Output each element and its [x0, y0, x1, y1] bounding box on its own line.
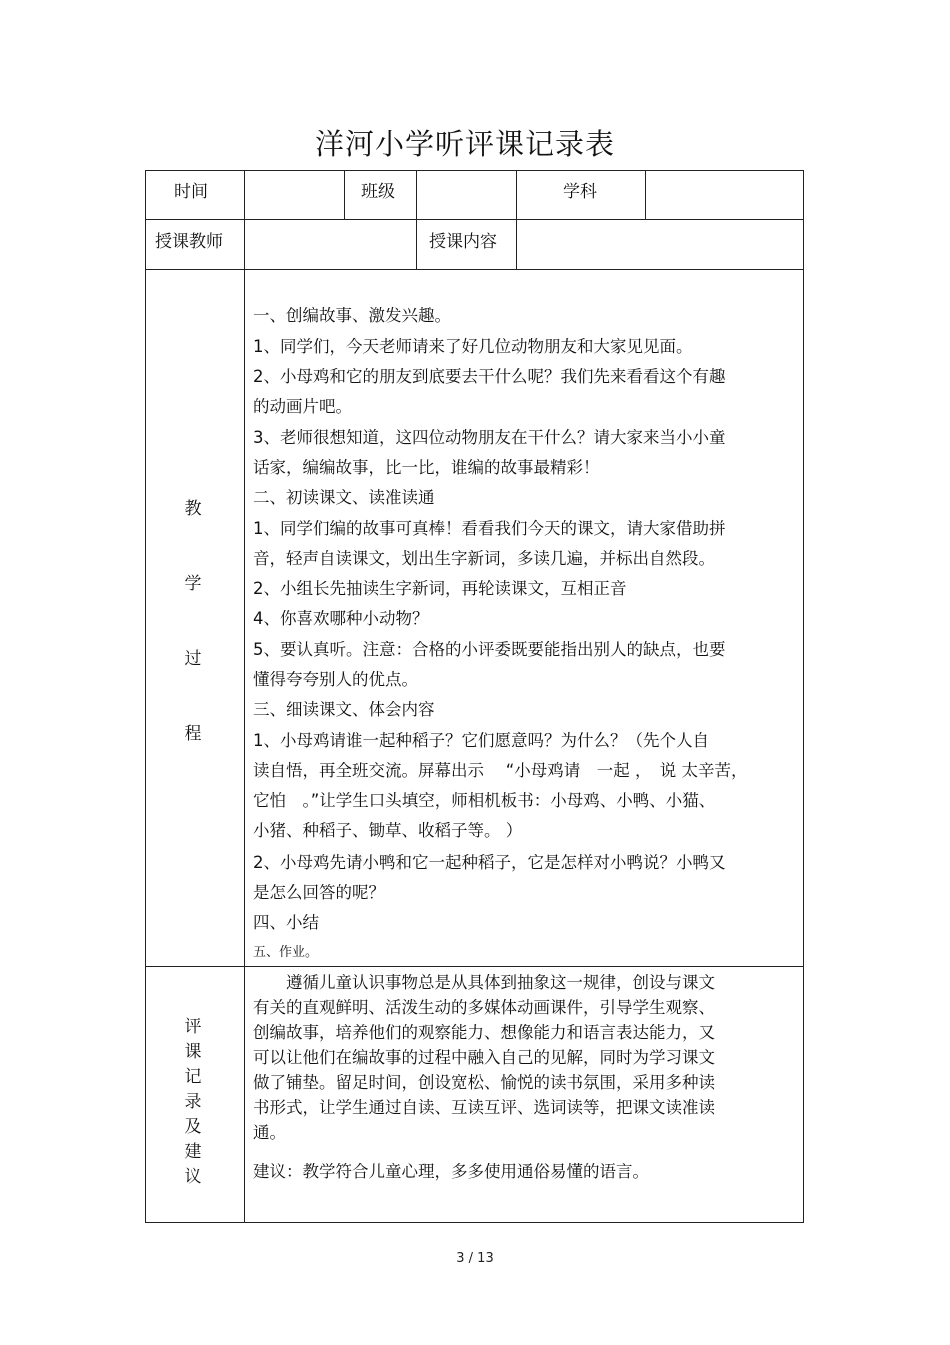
review-label-char: 及 — [184, 1117, 202, 1137]
col-divider — [516, 170, 517, 269]
review-notes — [253, 970, 793, 1184]
process-label-char: 学 — [184, 574, 202, 594]
content-label: 授课内容 — [429, 232, 497, 252]
review-line: 通。 — [253, 1123, 286, 1142]
process-line: 5、要认真听。注意：合格的小评委既要能指出别人的缺点，也要 — [253, 640, 726, 659]
review-label-char: 录 — [184, 1092, 202, 1112]
process-line: 它怕 。”让学生口头填空，师相机板书：小母鸡、小鸭、小猫、 — [253, 791, 716, 810]
process-line: 一、创编故事、激发兴趣。 — [253, 306, 451, 325]
review-label-char: 建 — [184, 1142, 202, 1162]
review-label-char: 评 — [184, 1017, 202, 1037]
page-title: 洋河小学听评课记录表 — [314, 127, 615, 161]
time-label: 时间 — [174, 182, 208, 202]
process-line: 二、初读课文、读准读通 — [253, 488, 435, 507]
process-line: 的动画片吧。 — [253, 397, 352, 416]
teacher-label: 授课教师 — [155, 232, 223, 252]
process-label-char: 程 — [184, 724, 202, 744]
page-indicator: 3 / 13 — [456, 1251, 494, 1266]
process-line: 是怎么回答的呢？ — [253, 883, 385, 902]
suggestion-line: 建议：教学符合儿童心理，多多使用通俗易懂的语言。 — [253, 1162, 649, 1181]
process-line: 2、小母鸡和它的朋友到底要去干什么呢？我们先来看看这个有趣 — [253, 367, 726, 386]
review-line: 可以让他们在编故事的过程中融入自己的见解，同时为学习课文 — [253, 1048, 715, 1067]
class-label: 班级 — [361, 182, 395, 202]
subject-label: 学科 — [563, 182, 597, 202]
process-line: 读自悟，再全班交流。屏幕出示 “小母鸡请 一起 ， 说 太辛苦， — [253, 761, 748, 780]
process-label-char: 过 — [184, 649, 202, 669]
process-line: 1、小母鸡请谁一起种稻子？它们愿意吗？为什么？（先个人自 — [253, 731, 709, 750]
review-label-char: 议 — [184, 1167, 202, 1187]
process-line: 五、作业。 — [253, 945, 319, 960]
process-line: 懂得夸夸别人的优点。 — [253, 670, 418, 689]
col-divider — [645, 170, 646, 219]
process-line: 话家，编编故事，比一比，谁编的故事最精彩！ — [253, 458, 600, 477]
process-line: 音，轻声自读课文，划出生字新词，多读几遍，并标出自然段。 — [253, 549, 715, 568]
process-line: 四、小结 — [253, 913, 319, 932]
col-divider — [244, 170, 245, 1223]
process-line: 2、小母鸡先请小鸭和它一起种稻子，它是怎样对小鸭说？小鸭又 — [253, 853, 726, 872]
col-divider — [344, 170, 345, 219]
process-line: 1、同学们编的故事可真棒！看看我们今天的课文，请大家借助拼 — [253, 519, 726, 538]
review-line: 遵循儿童认识事物总是从具体到抽象这一规律，创设与课文 — [253, 973, 715, 992]
process-line: 1、同学们，今天老师请来了好几位动物朋友和大家见见面。 — [253, 337, 693, 356]
review-line: 创编故事，培养他们的观察能力、想像能力和语言表达能力，又 — [253, 1023, 715, 1042]
process-label-char: 教 — [184, 499, 202, 519]
review-line: 书形式，让学生通过自读、互读互评、选词读等，把课文读准读 — [253, 1098, 715, 1117]
review-line: 做了铺垫。留足时间，创设宽松、愉悦的读书氛围，采用多种读 — [253, 1073, 715, 1092]
process-line: 三、细读课文、体会内容 — [253, 700, 435, 719]
process-line: 小猪、种稻子、锄草、收稻子等。 ） — [253, 821, 523, 840]
review-spacer — [253, 1145, 793, 1159]
review-label-char: 记 — [184, 1067, 202, 1087]
process-line: 4、你喜欢哪种小动物？ — [253, 609, 429, 628]
review-line: 有关的直观鲜明、活泼生动的多媒体动画课件，引导学生观察、 — [253, 998, 715, 1017]
col-divider — [416, 170, 417, 269]
review-label-char: 课 — [184, 1042, 202, 1062]
process-line: 3、老师很想知道，这四位动物朋友在干什么？请大家来当小小童 — [253, 428, 726, 447]
process-line: 2、小组长先抽读生字新词，再轮读课文，互相正音 — [253, 579, 627, 598]
